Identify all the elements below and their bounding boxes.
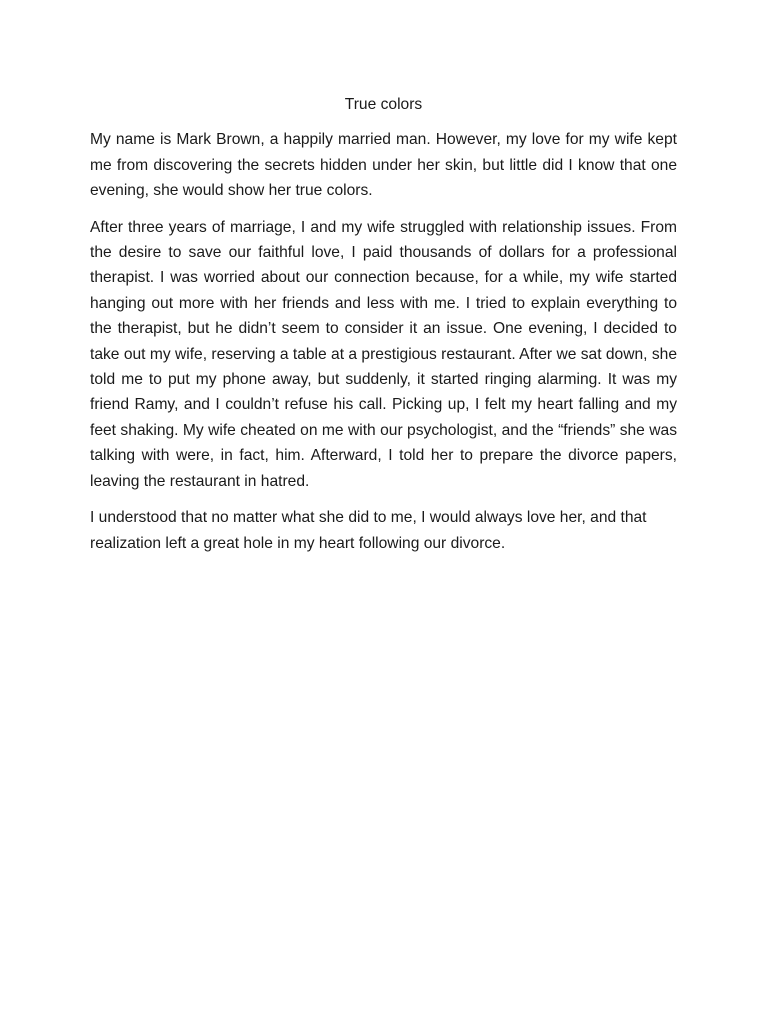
paragraph-intro: My name is Mark Brown, a happily married man. However, my love for my wife kept me from discovering the secrets hidden under her skin, but little did I know that one evening, she would show her true colors. [90,131,677,200]
paragraph-conclusion: I understood that no matter what she did to me, I would always love her, and that realization left a great hole in my heart following our divorce. [90,509,647,552]
document-title: True colors [344,96,423,113]
paragraph-story: After three years of marriage, I and my wife struggled with relationship issues. From the desire to save our faithful love, I paid thousands of dollars for a professional therapist. I was worried about our connection because, for a while, my wife started hanging out more with her friends and less with me. I tried to explain everything to the therapist, but he didn’t seem to consider it an issue. One evening, I decided to take out my wife, reserving a table at a prestigious restaurant. After we sat down, she told me to put my phone away, but suddenly, it started ringing alarming. It was my friend Ramy, and I couldn’t refuse his call. Picking up, I felt my heart falling and my feet shaking. My wife cheated on me with our psychologist, and the “friends” she was talking with were, in fact, him. Afterward, I told her to prepare the divorce papers, leaving the restaurant in hatred. [90,218,677,490]
document-body [90,92,677,567]
